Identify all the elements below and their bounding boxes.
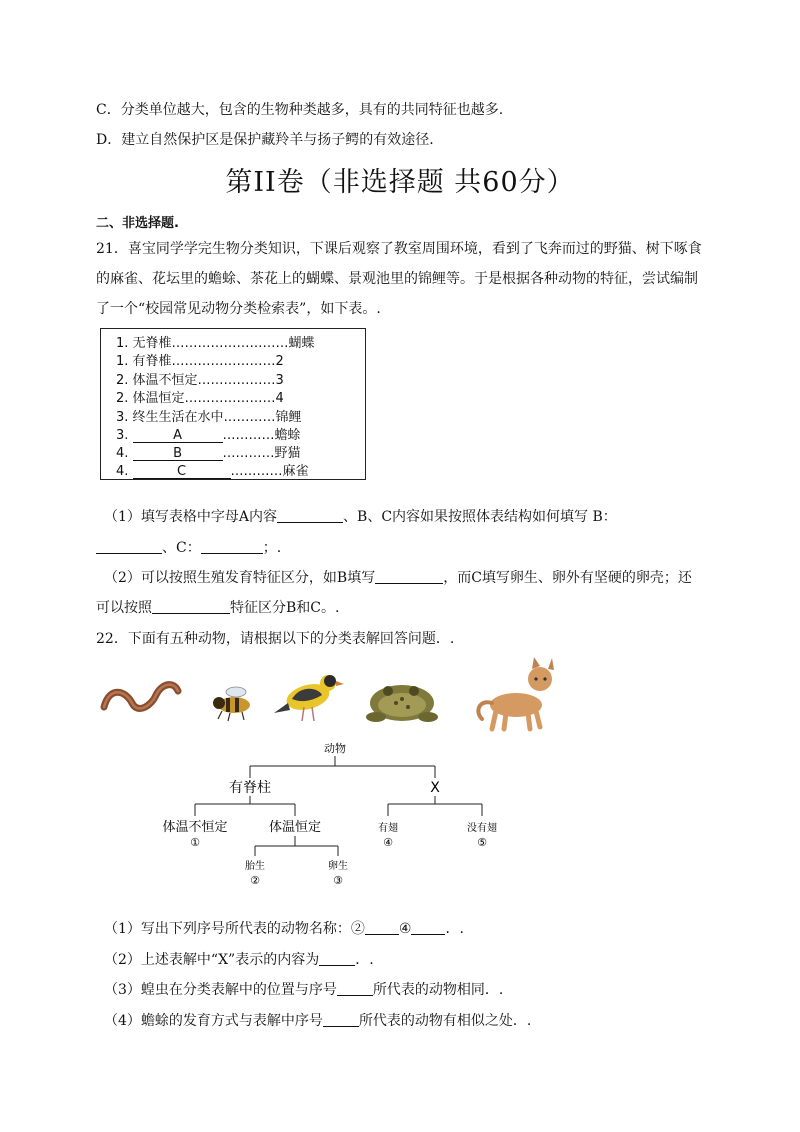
classification-key-table <box>100 328 366 480</box>
option-c: C．分类单位越大，包含的生物种类越多，具有的共同特征也越多. <box>96 102 504 118</box>
q21-line-2: 的麻雀、花坛里的蟾蜍、茶花上的蝴蝶、景观池里的锦鲤等。于是根据各种动物的特征，尝试编制 <box>96 271 698 287</box>
answer-blank[interactable] <box>375 569 443 584</box>
answer-blank[interactable] <box>277 508 343 523</box>
q22-stem: 22．下面有五种动物，请根据以下的分类表解回答问题．. <box>96 631 455 647</box>
key-row-3: 2. 体温不恒定………………3 <box>116 373 284 388</box>
cat-icon <box>478 657 554 729</box>
q22-sub4: （4）蟾蜍的发育方式与表解中序号 所代表的动物有相似之处．. <box>104 1013 532 1029</box>
key-row-1: 1. 无脊椎………………………蝴蝶 <box>116 336 315 351</box>
answer-blank[interactable] <box>337 981 373 996</box>
option-d: D．建立自然保护区是保护藏羚羊与扬子鳄的有效途径. <box>96 132 434 148</box>
tree-cold-blooded: 体温不恒定 <box>162 820 228 835</box>
tree-root: 动物 <box>324 742 346 755</box>
q21-sub1-line1: （1）填写表格中字母A内容 、B、C内容如果按照体表结构如何填写 B： <box>104 509 617 525</box>
tree-no-wings: 没有翅 <box>467 823 497 834</box>
blank-a: A <box>133 428 223 443</box>
answer-blank[interactable] <box>96 539 162 554</box>
tree-num-2: ② <box>250 874 260 887</box>
answer-blank[interactable] <box>365 920 399 935</box>
q22-sub1: （1）写出下列序号所代表的动物名称：② ④ ．. <box>104 921 464 937</box>
answer-blank[interactable] <box>152 599 230 614</box>
tree-num-3: ③ <box>333 874 343 887</box>
answer-blank[interactable] <box>411 920 445 935</box>
toad-icon <box>366 685 438 722</box>
q21-sub2-line2: 可以按照 特征区分B和C。. <box>96 600 340 616</box>
q22-sub3: （3）蝗虫在分类表解中的位置与序号 所代表的动物相同．. <box>104 982 504 998</box>
key-row-7: 4. B …………野猫 <box>116 446 301 461</box>
key-row-6: 3. A …………蟾蜍 <box>116 428 301 443</box>
earthworm-icon <box>104 685 178 709</box>
q21-line-3: 了一个“校园常见动物分类检索表”，如下表。. <box>96 301 381 317</box>
key-row-2: 1. 有脊椎……………………2 <box>116 354 284 369</box>
blank-b: B <box>133 446 223 461</box>
tree-num-4: ④ <box>383 836 393 849</box>
bird-icon <box>274 675 344 721</box>
answer-blank[interactable] <box>201 539 263 554</box>
answer-blank[interactable] <box>323 1012 359 1027</box>
key-row-4: 2. 体温恒定…………………4 <box>116 391 284 406</box>
q21-line-1: 21．喜宝同学学完生物分类知识，下课后观察了教室周围环境，看到了飞奔而过的野猫、树下啄食 <box>96 241 702 257</box>
q22-sub2: （2）上述表解中“X”表示的内容为 ．. <box>104 952 374 968</box>
tree-warm-blooded: 体温恒定 <box>268 820 322 835</box>
tree-has-wings: 有翅 <box>378 823 398 834</box>
tree-oviparous: 卵生 <box>328 861 348 872</box>
animal-images <box>96 655 576 735</box>
tree-num-1: ① <box>190 836 200 849</box>
tree-vertebrate: 有脊柱 <box>229 780 271 796</box>
paper-title: 第II卷（非选择题 共60分） <box>225 167 575 198</box>
classification-tree <box>150 738 550 888</box>
q21-sub2-line1: （2）可以按照生殖发育特征区分，如B填写 ，而C填写卵生、卵外有坚硬的卵壳；还 <box>104 570 692 586</box>
tree-x: X <box>430 780 440 796</box>
bee-icon <box>213 687 250 721</box>
key-row-5: 3. 终生生活在水中…………锦鲤 <box>116 410 302 425</box>
blank-c: C <box>133 464 231 479</box>
tree-viviparous: 胎生 <box>245 861 265 872</box>
section-heading: 二、非选择题. <box>96 216 179 231</box>
key-row-8: 4. C …………麻雀 <box>116 464 309 479</box>
tree-num-5: ⑤ <box>477 836 487 849</box>
q21-sub1-line2: 、C： ；. <box>96 537 281 557</box>
answer-blank[interactable] <box>319 951 355 966</box>
